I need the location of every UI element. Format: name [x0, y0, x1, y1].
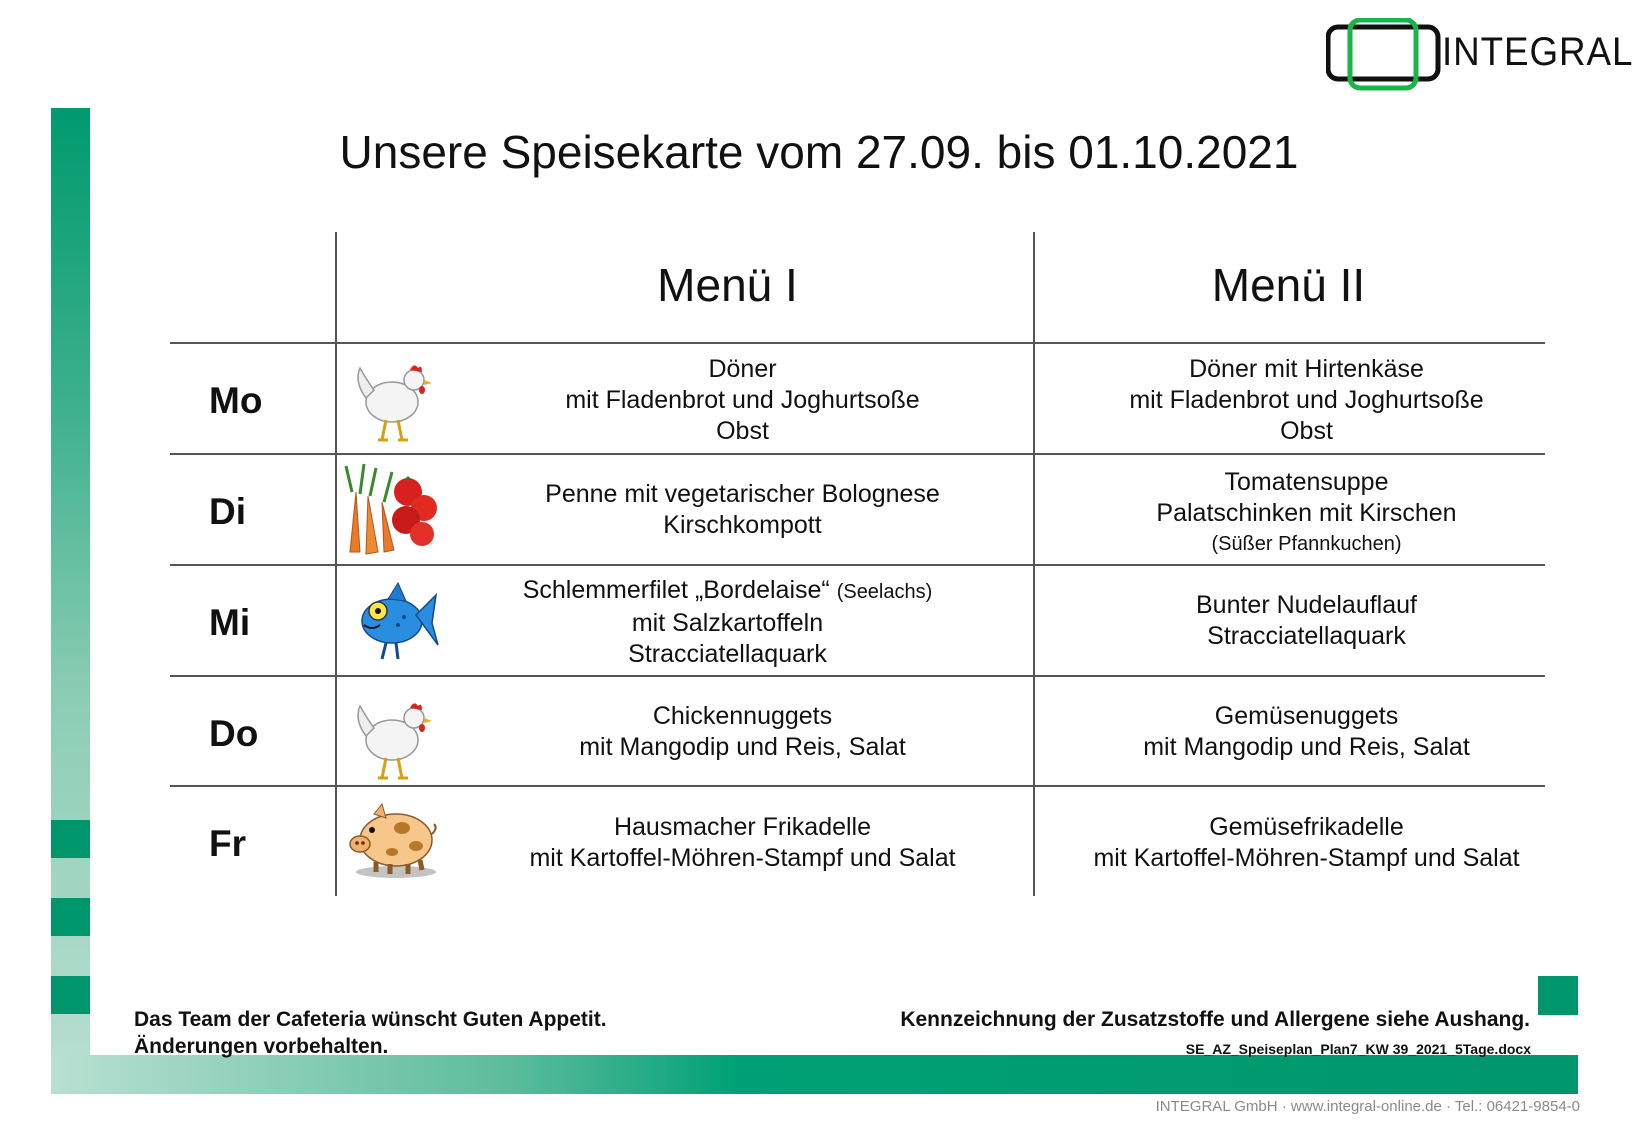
menu-line: Gemüsenuggets: [1214, 702, 1399, 730]
day-label: Mo: [209, 380, 263, 421]
menu-line: Gemüsefrikadelle: [1209, 813, 1404, 841]
menu-line: Stracciatellaquark: [1207, 622, 1406, 650]
menu1-cell: [470, 812, 1015, 874]
menu-line: mit Kartoffel-Möhren-Stampf und Salat: [529, 844, 956, 872]
menu-line: Bunter Nudelauflauf: [1196, 591, 1417, 619]
menu-line: Döner mit Hirtenkäse: [1189, 355, 1424, 383]
column-header-menu2: Menü II: [1211, 259, 1366, 311]
column-header-menu1: Menü I: [657, 259, 798, 311]
menu-line: mit Salzkartoffeln: [631, 609, 824, 637]
menu-line-main: Schlemmerfilet „Bordelaise“: [522, 576, 830, 604]
menu-line: mit Mangodip und Reis, Salat: [579, 733, 906, 761]
day-label: Do: [209, 713, 259, 754]
menu-line: Stracciatellaquark: [628, 640, 827, 668]
menu1-cell: [470, 354, 1015, 447]
menu1-cell: [440, 575, 1015, 670]
day-label: Mi: [209, 602, 251, 643]
menu-line: Tomatensuppe: [1224, 468, 1389, 496]
menu2-cell: [1034, 590, 1579, 652]
day-label: Di: [209, 491, 246, 532]
menu-line: Penne mit vegetarischer Bolognese: [545, 480, 940, 508]
menu-line: Palatschinken mit Kirschen: [1156, 499, 1457, 527]
table-divider: [170, 564, 1545, 566]
table-divider: [170, 453, 1545, 455]
fish-icon: [358, 575, 440, 661]
company-contact: INTEGRAL GmbH · www.integral-online.de · Tel.: 06421-9854-0: [1155, 1098, 1580, 1115]
menu1-cell: [470, 479, 1015, 541]
footer-allergen-note: Kennzeichnung der Zusatzstoffe und Allergene siehe Aushang.: [900, 1008, 1530, 1031]
menu-line: Obst: [716, 417, 769, 445]
menu-line: Döner: [708, 355, 777, 383]
table-divider: [170, 675, 1545, 677]
logo-text: INTEGRAL: [1442, 30, 1634, 74]
menu2-cell: [1034, 467, 1579, 560]
menu-line: mit Fladenbrot und Joghurtsoße: [1129, 386, 1484, 414]
menu-line: mit Fladenbrot und Joghurtsoße: [565, 386, 920, 414]
menu-line: Chickennuggets: [652, 702, 833, 730]
page-title: Unsere Speisekarte vom 27.09. bis 01.10.2021: [339, 126, 1299, 178]
pig-icon: [346, 800, 438, 882]
footer-disclaimer: Änderungen vorbehalten.: [134, 1035, 389, 1058]
menu2-cell: [1034, 354, 1579, 447]
table-divider: [170, 342, 1545, 344]
menu-line: Obst: [1280, 417, 1333, 445]
menu-line: mit Mangodip und Reis, Salat: [1143, 733, 1470, 761]
menu1-cell: [470, 701, 1015, 763]
chicken-icon: [344, 352, 440, 448]
vegetables-icon: [342, 462, 442, 556]
menu-line: Kirschkompott: [663, 511, 822, 539]
menu-line: Hausmacher Frikadelle: [613, 813, 872, 841]
day-label: Fr: [209, 823, 246, 864]
menu2-cell: [1034, 701, 1579, 763]
chicken-icon: [344, 690, 440, 786]
menu-note: (Süßer Pfannkuchen): [1211, 533, 1402, 555]
footer-greeting: Das Team der Cafeteria wünscht Guten Appetit.: [134, 1008, 607, 1031]
menu-line: [440, 575, 1015, 608]
menu-note: (Seelachs): [836, 581, 933, 603]
menu-line: mit Kartoffel-Möhren-Stampf und Salat: [1093, 844, 1520, 872]
menu2-cell: [1034, 812, 1579, 874]
document-filename: SE_AZ_Speiseplan_Plan7_KW 39_2021_5Tage.docx: [1185, 1041, 1531, 1057]
